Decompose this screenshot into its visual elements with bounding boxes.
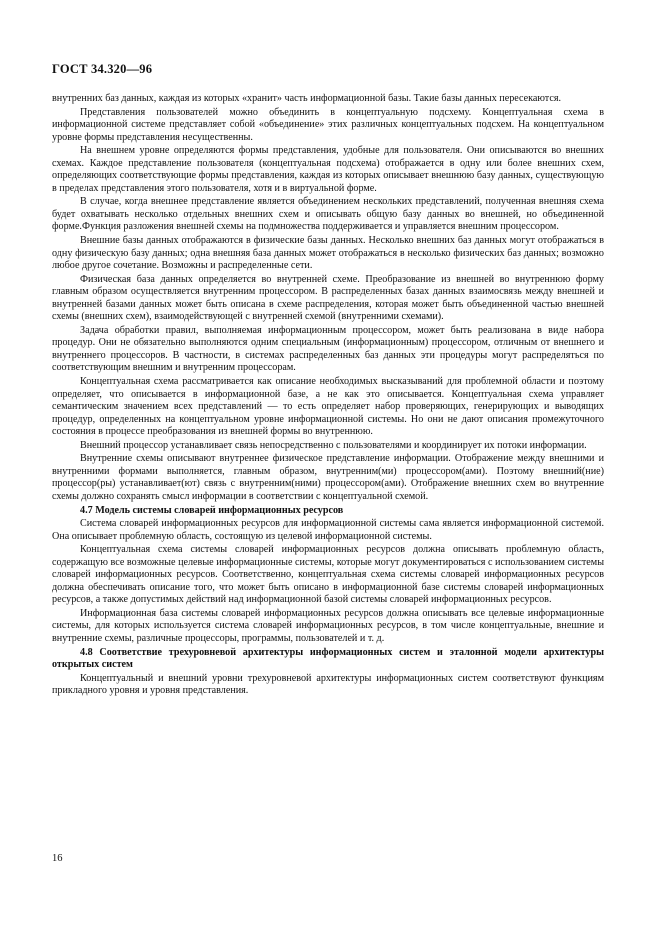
paragraph: Система словарей информационных ресурсов для информационной системы сама является информационной системой. Она описывает проблемную область, состоящую из целевой информационной системы. — [52, 518, 604, 542]
paragraph: Внутренние схемы описывают внутреннее физическое представление информации. Отображение между внешними и внутренними формами выполняется, главным образом, внутренним(ми) процессором(ами). Поэтому внешний(ние) процессор(ры) устанавливает(ют) связь с внутренним(ними) процессором(ами). Отображение внешних схем во внутренние схемы должно сохранять смысл информации в соответствии с концептуальной схемой. — [52, 453, 604, 502]
paragraph: В случае, когда внешнее представление является объединением нескольких представлений, полученная внешняя схема будет охватывать несколько отдельных внешних схем и описывать общую базу данных во внешней, но объединенной форме.Функция разложения внешней схемы на подмножества поддерживается и управляется внешним процессором. — [52, 196, 604, 233]
body-text — [52, 93, 604, 699]
paragraph: Физическая база данных определяется во внутренней схеме. Преобразование из внешней во внутреннюю форму главным образом осуществляется внутренним процессором. В распределенных базах данных взаимосвязь между внешней и внутренней базами данных может быть описана в схеме распределения, которая может быть объединенной частью внешней схемы (внешних схем), взаимодействующей с внутренней схемой (внутренними схемами). — [52, 273, 604, 323]
paragraph: Внешний процессор устанавливает связь непосредственно с пользователями и координирует их потоки информации. — [80, 439, 587, 451]
paragraph: Концептуальная схема системы словарей информационных ресурсов должна описывать проблемную область, содержащую все возможные целевые информационные системы, которые могут документироваться с использованием системы словарей информационных ресурсов. Соответственно, концептуальная схема системы словарей информационных ресурсов должна обеспечивать описание того, что может быть описано в информационной базе системы словарей информационных ресурсов, а также допустимых действий над информационной базой системы словарей информационных ресурсов. — [52, 544, 604, 606]
paragraph: Представления пользователей можно объединить в концептуальную подсхему. Концептуальная схема в информационной системе представляет собой «объединение» этих различных концептуальных подсхем. На концептуальном уровне формы представления несущественны. — [52, 106, 604, 143]
paragraph: Концептуальный и внешний уровни трехуровневой архитектуры информационных систем соответствуют функциям прикладного уровня и уровня представления. — [52, 672, 604, 697]
section-heading-4-8: 4.8 Соответствие трехуровневой архитектуры информационных систем и эталонной модели архитектуры открытых систем — [52, 646, 604, 671]
paragraph: внутренних баз данных, каждая из которых «хранит» часть информационной базы. Такие базы данных пересекаются. — [52, 93, 562, 104]
paragraph: Задача обработки правил, выполняемая информационным процессором, может быть реализована в виде набора процедур. Они не обязательно выполняются одним специальным (информационным) процессором, отличным от внешнего и внутреннего процессоров. В частности, в системах распределенных баз данных эти процедуры могут распределяться по соответствующим внешним и внутренним процессорам. — [52, 324, 604, 374]
section-heading-4-7: 4.7 Модель системы словарей информационных ресурсов — [80, 504, 344, 516]
paragraph: Информационная база системы словарей информационных ресурсов должна описывать все целевые информационные системы, для которых используется система словарей информационных ресурсов, в том числе концептуальные, внешние и внутренние схемы, различные процессоры, программы, пользователей и т. д. — [52, 607, 604, 644]
document-standard-title: ГОСТ 34.320—96 — [52, 62, 153, 76]
paragraph: Внешние базы данных отображаются в физические базы данных. Несколько внешних баз данных могут отображаться в одну физическую базу данных; одна внешняя база данных может отображаться в несколько физических баз данных; возможно любое другое сочетание. Возможны и распределенные сети. — [52, 235, 604, 272]
paragraph: На внешнем уровне определяются формы представления, удобные для пользователя. Они описываются во внешних схемах. Каждое представление пользователя (концептуальная подсхема) отображается в одну или более внешних схем, определяющих соответствующие формы представления, каждая из которых описывает внешнюю базу данных, существующую в пределах представления этого пользователя, хотя и в виртуальной форме. — [52, 145, 604, 194]
paragraph: Концептуальная схема рассматривается как описание необходимых высказываний для проблемной области и поэтому определяет, что описывается в информационной базе, а не как это описывается. Концептуальная схема управляет семантическим значением всех представлений — то есть определяет набор проверяющих, генерирующих и выводящих процедур, определенных на концептуальном уровне информационной системы. Но они не дают описания промежуточного состояния в процессе преобразования из внешней формы во внутреннюю. — [52, 376, 604, 438]
page-number: 16 — [52, 853, 63, 864]
